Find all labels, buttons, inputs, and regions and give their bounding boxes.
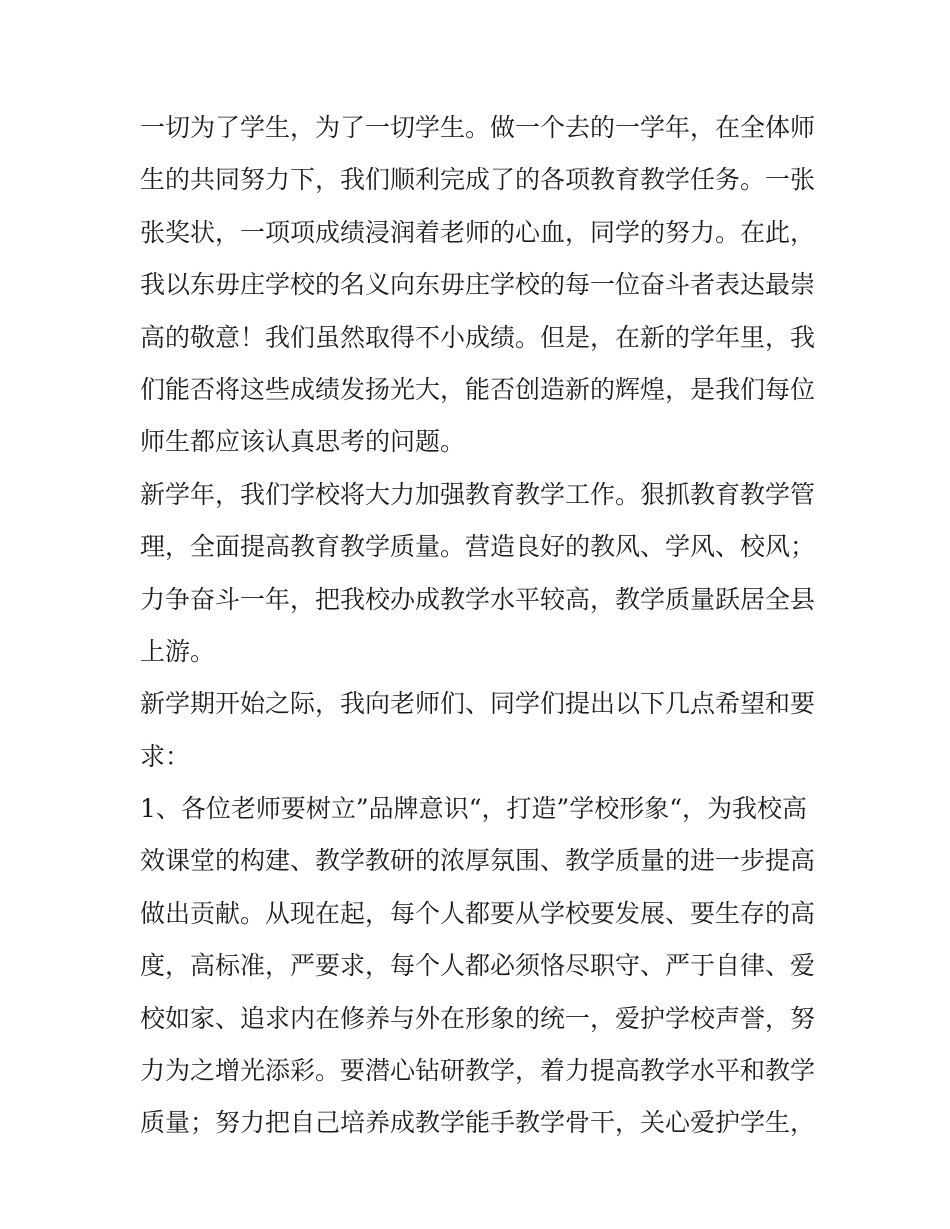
text-line: 度，高标准，严要求，每个人都必须恪尽职守、严于自律、爱 [140,951,816,981]
text-line: 力争奋斗一年，把我校办成教学水平较高，教学质量跃居全县 [140,584,816,614]
body-text [140,102,820,1150]
text-line: 们能否将这些成绩发扬光大，能否创造新的辉煌，是我们每位 [140,374,816,404]
text-line: 做出贡献。从现在起，每个人都要从学校要发展、要生存的高 [140,898,816,928]
text-line: 求： [140,741,191,771]
text-line: 我以东毋庄学校的名义向东毋庄学校的每一位奋斗者表达最崇 [140,270,816,300]
text-line: 质量；努力把自己培养成教学能手教学骨干，关心爱护学生， [140,1108,816,1138]
text-line: 新学期开始之际，我向老师们、同学们提出以下几点希望和要 [140,689,816,719]
text-line: 高的敬意！我们虽然取得不小成绩。但是，在新的学年里，我 [140,322,816,352]
text-line: 理，全面提高教育教学质量。营造良好的教风、学风、校风； [140,532,816,562]
text-line: 校如家、追求内在修养与外在形象的统一，爱护学校声誉，努 [140,1003,816,1033]
text-line: 生的共同努力下，我们顺利完成了的各项教育教学任务。一张 [140,165,816,195]
text-line: 新学年，我们学校将大力加强教育教学工作。狠抓教育教学管 [140,479,816,509]
text-line: 力为之增光添彩。要潜心钻研教学，着力提高教学水平和教学 [140,1056,816,1086]
text-line: 一切为了学生，为了一切学生。做一个去的一学年，在全体师 [140,113,816,142]
text-line: 效课堂的构建、教学教研的浓厚氛围、教学质量的进一步提高 [140,846,816,876]
text-line: 上游。 [140,636,216,666]
text-line: 张奖状，一项项成绩浸润着老师的心血，同学的努力。在此， [140,217,816,247]
text-line: 1、各位老师要树立”品牌意识“，打造”学校形象“，为我校高 [140,794,808,824]
text-line: 师生都应该认真思考的问题。 [140,427,466,457]
